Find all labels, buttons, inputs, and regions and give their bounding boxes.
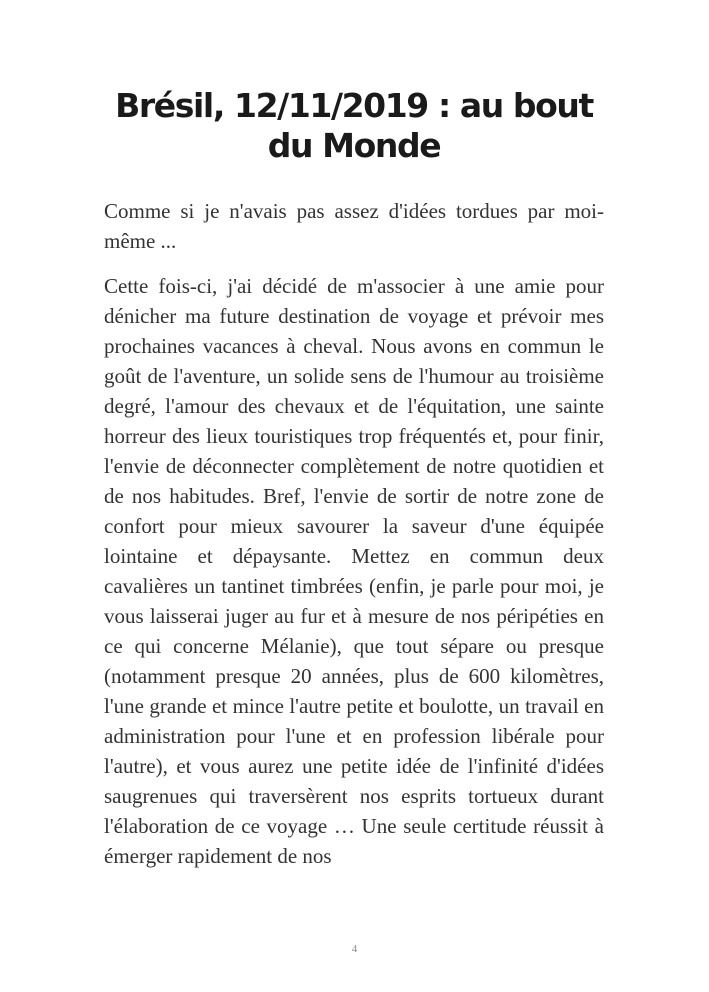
body-text	[104, 196, 604, 871]
chapter-title: Brésil, 12/11/2019 : au bout du Monde	[115, 86, 593, 165]
paragraph-main: Cette fois-ci, j'ai décidé de m'associer à une amie pour dénicher ma future destination de voyage et prévoir mes prochaines vacances à cheval. Nous avons en commun le goût de l'aventure, un solide sens de l'humour au troisième degré, l'amour des chevaux et de l'équitation, une sainte horreur des lieux touristiques trop fréquentés et, pour finir, l'envie de déconnecter complètement de notre quotidien et de nos habitudes. Bref, l'envie de sortir de notre zone de confort pour mieux savourer la saveur d'une équipée lointaine et dépaysante. Mettez en commun deux cavalières un tantinet timbrées (enfin, je parle pour moi, je vous laisserai juger au fur et à mesure de nos péripéties en ce qui concerne Mélanie), que tout sépare ou presque (notamment presque 20 années, plus de 600 kilomètres, l'une grande et mince l'autre petite et boulotte, un travail en administration pour l'une et en profession libérale pour l'autre), et vous aurez une petite idée de l'infinité d'idées saugrenues qui traversèrent nos esprits tortueux durant l'élaboration de ce voyage … Une seule certitude réussit à émerger rapidement de nos	[104, 274, 604, 868]
page-number: 4	[351, 943, 358, 955]
paragraph-intro: Comme si je n'avais pas assez d'idées tordues par moi-même ...	[104, 199, 604, 253]
